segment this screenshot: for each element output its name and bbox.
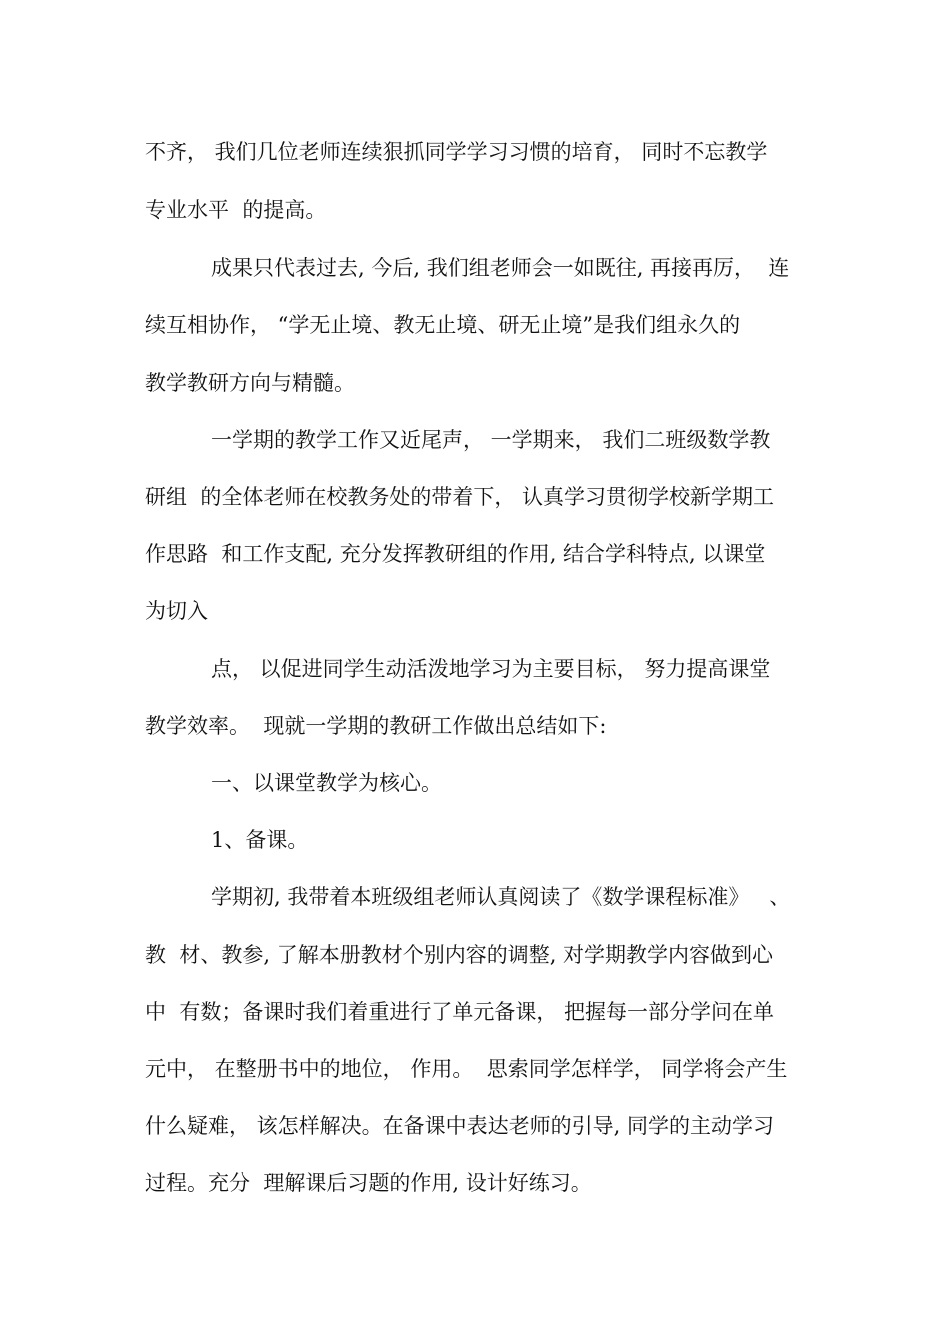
text-line: 一学期的教学工作又近尾声， 一学期来， 我们二班级数学教 [211, 428, 771, 452]
text-line: 点， 以促进同学生动活泼地学习为主要目标， 努力提高课堂 [211, 657, 771, 681]
text-line: 过程。充分 理解课后习题的作用, 设计好练习。 [145, 1171, 592, 1195]
text-line: 成果只代表过去, 今后, 我们组老师会一如既往, 再接再厉， 连 [211, 256, 790, 280]
subsection-heading: 1、备课。 [211, 828, 309, 852]
text-line: 续互相协作， “学无止境、教无止境、研无止境”是我们组永久的 [145, 313, 741, 337]
text-line: 研组 的全体老师在校教务处的带着下， 认真学习贯彻学校新学期工 [145, 485, 775, 509]
text-line: 专业水平 的提高。 [145, 198, 327, 222]
text-line: 中 有数；备课时我们着重进行了单元备课， 把握每一部分学问在单 [145, 1000, 775, 1024]
text-line: 为切入 [145, 599, 208, 623]
text-line: 什么疑难， 该怎样解决。在备课中表达老师的引导, 同学的主动学习 [145, 1114, 775, 1138]
text-line: 元中， 在整册书中的地位， 作用。 思索同学怎样学， 同学将会产生 [145, 1057, 788, 1081]
text-line: 作思路 和工作支配, 充分发挥教研组的作用, 结合学科特点, 以课堂 [145, 542, 766, 566]
text-line: 教 材、教参, 了解本册教材个别内容的调整, 对学期教学内容做到心 [145, 943, 774, 967]
text-line: 不齐， 我们几位老师连续狠抓同学学习习惯的培育， 同时不忘教学 [145, 140, 768, 164]
text-line: 学期初, 我带着本班级组老师认真阅读了《数学课程标准》 、 [211, 885, 791, 909]
section-heading: 一、以课堂教学为核心。 [211, 771, 442, 795]
text-line: 教学效率。 现就一学期的教研工作做出总结如下: [145, 714, 607, 738]
text-line: 教学教研方向与精髓。 [145, 371, 355, 395]
